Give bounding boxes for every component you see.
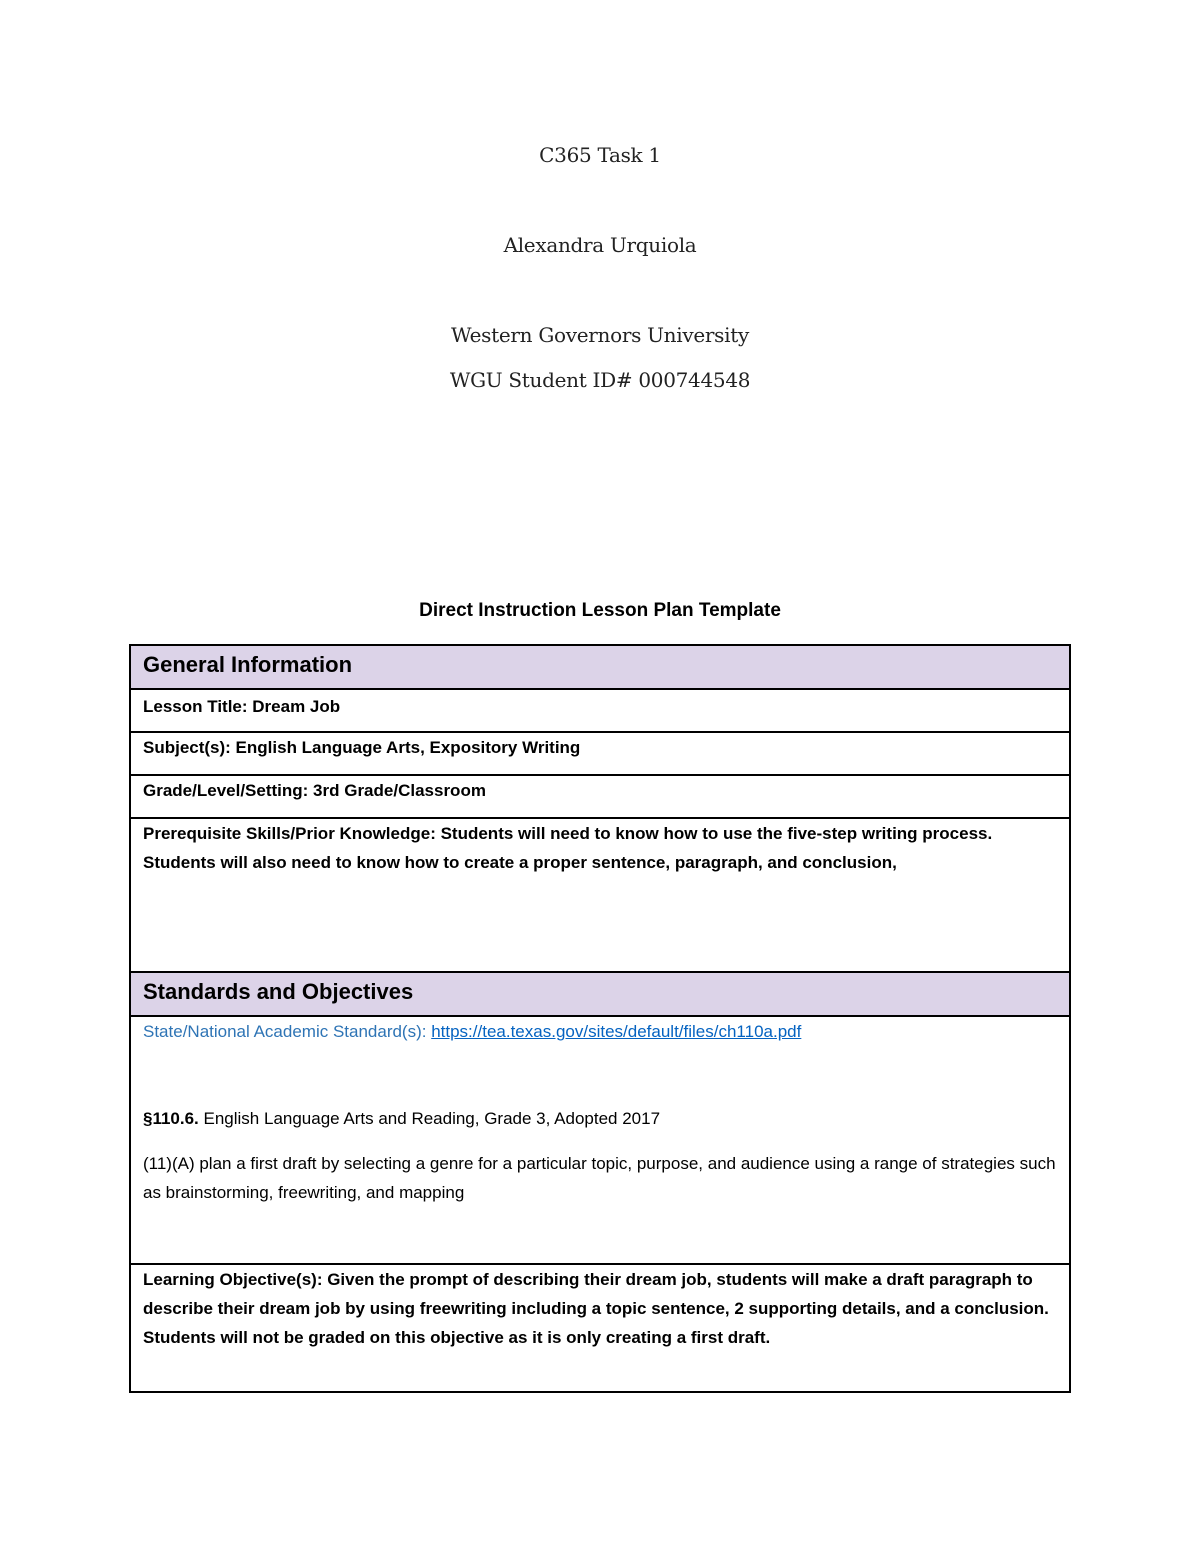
author-name: Alexandra Urquiola	[503, 233, 697, 257]
template-title: Direct Instruction Lesson Plan Template	[419, 600, 781, 621]
standard-section-line	[143, 1104, 1057, 1133]
table-row	[130, 689, 1070, 732]
standards-cell	[130, 1016, 1070, 1264]
standard-label: State/National Academic Standard(s):	[143, 1022, 432, 1041]
table-row	[130, 1264, 1070, 1392]
general-information-heading: General Information	[130, 645, 1070, 689]
grade-level-cell: Grade/Level/Setting: 3rd Grade/Classroom	[130, 775, 1070, 818]
prerequisite-skills-cell: Prerequisite Skills/Prior Knowledge: Students will need to know how to use the five-step writing process. Students will also need to know how to create a proper sentence, paragraph, and conclusion,	[130, 818, 1070, 972]
table-row	[130, 732, 1070, 775]
subjects-cell: Subject(s): English Language Arts, Expository Writing	[130, 732, 1070, 775]
student-id: WGU Student ID# 000744548	[449, 368, 751, 392]
section-name: English Language Arts and Reading, Grade 3, Adopted 2017	[198, 1109, 661, 1128]
table-row	[130, 775, 1070, 818]
standards-objectives-heading: Standards and Objectives	[130, 972, 1070, 1016]
section-reference: §110.6.	[143, 1109, 199, 1128]
task-title: C365 Task 1	[539, 143, 661, 167]
lesson-plan-table	[129, 644, 1071, 1393]
standard-text: (11)(A) plan a first draft by selecting a genre for a particular topic, purpose, and audience using a range of strategies such as brainstorming, freewriting, and mapping	[143, 1154, 1056, 1202]
standard-source-line	[143, 1017, 1057, 1046]
learning-objective-cell: Learning Objective(s): Given the prompt of describing their dream job, students will make a draft paragraph to describe their dream job by using freewriting including a topic sentence, 2 supporting details, and a conclusion. Students will not be graded on this objective as it is only creating a first draft.	[130, 1264, 1070, 1392]
table-row	[130, 818, 1070, 972]
section-header-general	[130, 645, 1070, 689]
university-name: Western Governors University	[451, 323, 749, 347]
lesson-title-cell: Lesson Title: Dream Job	[130, 689, 1070, 732]
table-row	[130, 1016, 1070, 1264]
section-header-standards	[130, 972, 1070, 1016]
standard-link[interactable]: https://tea.texas.gov/sites/default/files/ch110a.pdf	[431, 1022, 802, 1041]
